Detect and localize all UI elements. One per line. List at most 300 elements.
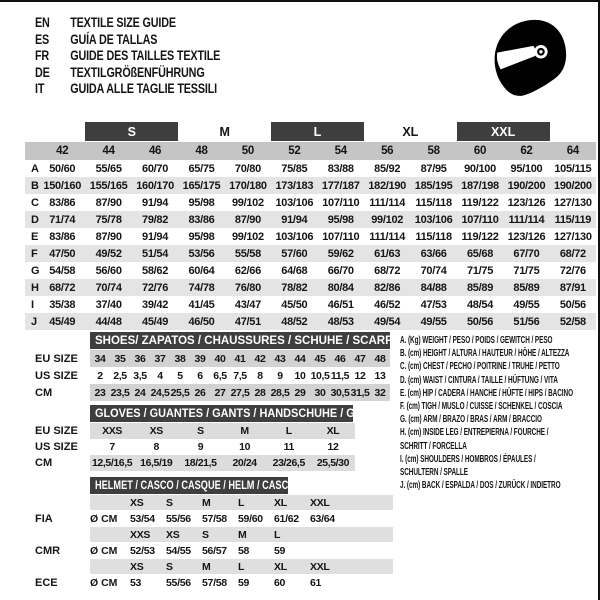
legend-line: I. (cm) SHOULDERS / HOMBROS / ÉPAULES / (400, 453, 536, 465)
helmet-cell: 59 (238, 576, 250, 589)
sub-cell: 24 (134, 386, 146, 399)
size-cell: 43/47 (234, 298, 261, 311)
size-cell: 95/98 (188, 196, 215, 209)
size-group-l: L (271, 122, 364, 141)
sub-row-us-size (0, 367, 398, 384)
size-cell: 83/88 (327, 162, 354, 175)
sub-cell: 11,5 (330, 369, 350, 382)
helmet-table-body (0, 495, 398, 591)
size-cell: 70/74 (420, 264, 447, 277)
size-cell: 187/198 (461, 179, 499, 192)
size-cell: 119/122 (461, 230, 499, 243)
helmet-size-header: M (202, 496, 211, 509)
sub-cell: 23/26,5 (272, 457, 305, 469)
sub-cell: XXS (102, 425, 122, 437)
row-letter: A (31, 162, 39, 175)
size-row-C (25, 194, 596, 211)
group-spacer (550, 122, 596, 141)
size-cell: 68/72 (559, 247, 586, 260)
language-code: EN (35, 15, 50, 30)
measurement-legend (400, 334, 592, 492)
size-cell: 45/49 (142, 315, 169, 328)
size-cell: 83/86 (188, 213, 215, 226)
size-cell: 80/84 (327, 281, 354, 294)
size-cell: 47/50 (49, 247, 76, 260)
size-column-header: 56 (381, 145, 394, 157)
helmet-cell: 55/56 (166, 512, 191, 525)
size-cell: 111/114 (369, 196, 406, 209)
size-cell: 83/86 (49, 196, 76, 209)
helmet-cell: 63/64 (310, 512, 335, 525)
helmet-cell: 53 (130, 576, 142, 589)
size-cell: 111/114 (508, 213, 545, 226)
size-cell: 62/66 (234, 264, 261, 277)
size-cell: 45/50 (281, 298, 308, 311)
helmet-cell: 54/55 (166, 544, 191, 557)
size-cell: 107/110 (322, 196, 360, 209)
size-cell: 78/82 (281, 281, 308, 294)
language-row (35, 81, 275, 98)
helmet-cell: 58 (238, 544, 250, 557)
sub-cell: 39 (194, 352, 206, 365)
size-cell: 55/58 (234, 247, 261, 260)
size-cell: 87/90 (95, 230, 122, 243)
size-cell: 46/50 (188, 315, 215, 328)
size-cell: 127/130 (554, 196, 592, 209)
helmet-size-header: XS (130, 496, 144, 509)
textile-size-table (0, 122, 600, 330)
size-cell: 103/106 (275, 230, 314, 243)
language-code: DE (35, 64, 50, 80)
helmet-size-band (90, 495, 393, 510)
language-header (35, 15, 275, 98)
gloves-table-title (90, 405, 389, 422)
sub-cell: 10,5 (310, 369, 330, 382)
gloves-table-title-text: GLOVES / GUANTES / GANTS / HANDSCHUHE / GUANTI (95, 407, 389, 420)
size-cell: 46/51 (327, 298, 354, 311)
size-column-header: 46 (148, 145, 162, 157)
size-cell: 87/95 (420, 162, 447, 175)
sub-row-cells (90, 423, 355, 439)
sub-cell: 8 (257, 369, 263, 382)
sub-row-eu-size (0, 350, 398, 367)
size-cell: 59/62 (327, 247, 354, 260)
size-cell: 182/190 (368, 179, 406, 192)
helmet-size-row-cmr (0, 527, 398, 542)
helmet-size-header: XXL (310, 496, 330, 509)
helmet-data-row-ece (0, 574, 398, 591)
sub-cell: 28,5 (270, 386, 290, 399)
helmet-cell: 56/57 (202, 544, 227, 557)
size-column-header: 62 (520, 145, 533, 157)
size-cell: 58/62 (142, 264, 169, 277)
size-column-header: 44 (102, 145, 115, 157)
helmet-unit-label: Ø CM (90, 576, 118, 589)
helmet-cell: 52/53 (130, 544, 155, 557)
helmet-table-title-text: HELMET / CASCO / CASQUE / HELM / CASCO (95, 479, 296, 492)
size-cell: 68/72 (49, 281, 76, 294)
sub-row-label: US SIZE (35, 369, 78, 382)
size-cell: 60/64 (188, 264, 215, 277)
sub-cell: 12 (327, 441, 339, 453)
sub-row-cells (90, 439, 355, 455)
helmet-size-header: S (166, 496, 173, 509)
language-row (35, 65, 275, 82)
size-row-A (25, 160, 596, 177)
helmet-size-band (90, 559, 393, 574)
size-cell: 87/90 (234, 213, 261, 226)
size-cell: 173/183 (275, 179, 314, 192)
size-group-xxl: XXL (457, 122, 550, 141)
size-cell: 155/165 (89, 179, 128, 192)
size-cell: 91/94 (142, 230, 169, 243)
sub-cell: XL (326, 425, 340, 437)
size-cell: 160/170 (136, 179, 174, 192)
row-letter: F (31, 247, 38, 260)
sub-row-cm (0, 455, 398, 471)
legend-line: C. (cm) CHEST / PECHO / POITRINE / TRUHE / PETTO (400, 361, 560, 373)
size-cell: 71/75 (466, 264, 494, 277)
size-column-header: 54 (334, 145, 347, 157)
legend-item-j (400, 479, 592, 492)
racing-helmet-icon (488, 14, 572, 108)
sub-cell: 30 (314, 386, 326, 399)
size-cell: 123/126 (507, 230, 546, 243)
size-cell: 55/65 (95, 162, 122, 175)
guide-title-fr: GUIDE DES TAILLES TEXTILE (70, 48, 221, 63)
size-cell: 50/56 (559, 298, 586, 311)
size-cell: 190/200 (507, 179, 546, 192)
size-cell: 123/126 (507, 196, 546, 209)
legend-line: H. (cm) INSIDE LEG / ENTREPIERNA / FOURCHE / (400, 427, 549, 439)
size-cell: 85/89 (466, 281, 494, 294)
size-cell: 49/52 (95, 247, 122, 260)
size-cell: 52/58 (559, 315, 586, 328)
legend-line: E. (cm) HIP / CADERA / HANCHE / HÜFTE / HIPS / BACINO (400, 387, 573, 399)
size-cell: 115/119 (554, 213, 592, 226)
shoes-table (0, 332, 401, 401)
size-cell: 49/55 (513, 298, 540, 311)
sub-cell: 6 (197, 369, 203, 382)
size-cell: 95/98 (327, 213, 354, 226)
sub-row-cells (90, 350, 390, 367)
sub-cell: 25,5 (170, 386, 190, 399)
size-cell: 35/38 (49, 298, 76, 311)
guide-title-es: GUÍA DE TALLAS (70, 31, 158, 47)
shoes-table-body (0, 350, 398, 401)
helmet-size-header: L (238, 496, 245, 509)
size-cell: 67/70 (513, 247, 540, 260)
size-cell: 56/60 (95, 264, 122, 277)
sub-cell: XS (149, 425, 163, 437)
helmet-size-row-ece (0, 559, 398, 574)
sub-row-cells (90, 455, 355, 471)
size-cell: 49/55 (420, 315, 447, 328)
size-cell: 51/54 (142, 247, 169, 260)
sub-cell: 30,5 (330, 386, 350, 399)
helmet-cell: 59 (274, 544, 286, 557)
helmet-unit-label: Ø CM (90, 544, 118, 557)
helmet-cell: 59/60 (238, 512, 263, 525)
sub-cell: 10 (294, 369, 306, 382)
size-cell: 91/94 (281, 213, 308, 226)
row-letter: E (31, 230, 39, 243)
size-cell: 66/70 (327, 264, 354, 277)
row-letter: D (31, 213, 39, 226)
size-cell: 53/56 (188, 247, 215, 260)
size-table-body (0, 160, 600, 330)
size-cell: 177/187 (321, 179, 360, 192)
helmet-data-cells (90, 574, 393, 591)
sub-cell: 11 (283, 441, 294, 453)
helmet-size-header: M (238, 528, 247, 541)
helmet-cell: 61 (310, 576, 322, 589)
size-cell: 54/58 (49, 264, 76, 277)
sub-cell: 16,5/19 (140, 457, 173, 469)
sub-cell: M (240, 425, 249, 437)
size-column-header: 58 (427, 145, 440, 157)
legend-line: D. (cm) WAIST / CINTURA / TAILLE / HÜFTUNG / VITA (400, 374, 558, 386)
sub-row-label: EU SIZE (35, 352, 78, 365)
size-cell: 70/74 (95, 281, 122, 294)
helmet-data-cells (90, 510, 393, 527)
language-code: FR (35, 48, 50, 63)
helmet-cell: 61/62 (274, 512, 299, 525)
size-cell: 103/106 (414, 213, 453, 226)
sub-row-eu-size (0, 423, 398, 439)
sub-cell: 6,5 (213, 369, 227, 382)
size-cell: 165/175 (182, 179, 221, 192)
size-cell: 150/160 (43, 179, 82, 192)
row-letter: J (31, 315, 38, 328)
size-cell: 76/80 (234, 281, 261, 294)
shoes-table-title (90, 332, 401, 349)
sub-cell: 23 (94, 386, 106, 399)
sub-row-label: CM (35, 457, 53, 469)
size-cell: 48/54 (466, 298, 494, 311)
legend-line: F. (cm) TIGH / MUSLO / CUISSE / SCHENKEL / COSCIA (400, 401, 563, 413)
size-cell: 79/82 (142, 213, 169, 226)
helmet-size-header: S (166, 560, 173, 573)
group-spacer (39, 122, 85, 141)
helmet-standard-label: ECE (35, 576, 58, 589)
sub-cell: 9 (197, 441, 204, 453)
helmet-size-header: XL (274, 496, 287, 509)
sub-row-label: US SIZE (35, 441, 78, 453)
size-group-s: S (85, 122, 178, 141)
sub-cell: 9 (277, 369, 283, 382)
sub-cell: 34 (94, 352, 106, 365)
size-cell: 185/195 (414, 179, 453, 192)
legend-item-e (400, 387, 592, 400)
size-cell: 48/52 (281, 315, 308, 328)
sub-row-cells (90, 367, 390, 384)
legend-item-g (400, 413, 592, 426)
size-cell: 99/102 (371, 213, 404, 226)
helmet-size-header: XL (274, 560, 287, 573)
size-cell: 48/53 (327, 315, 354, 328)
helmet-data-row-cmr (0, 542, 398, 559)
helmet-size-header: L (274, 528, 281, 541)
sub-cell: 12,5/16,5 (91, 457, 133, 469)
size-cell: 127/130 (554, 230, 592, 243)
size-cell: 72/76 (142, 281, 169, 294)
size-column-header: 64 (566, 145, 579, 157)
guide-title-de: TEXTILGRÖßENFÜHRUNG (70, 64, 205, 80)
helmet-standard-label: FIA (35, 512, 53, 525)
helmet-cell: 60 (274, 576, 286, 589)
sub-row-cells (90, 384, 390, 401)
size-cell: 119/122 (461, 196, 499, 209)
size-cell: 83/86 (49, 230, 76, 243)
size-cell: 41/45 (188, 298, 215, 311)
size-row-D (25, 211, 596, 228)
sub-cell: 2 (97, 369, 103, 382)
size-row-E (25, 228, 596, 245)
size-cell: 90/100 (464, 162, 496, 175)
row-letter: H (31, 281, 39, 294)
sub-cell: 44 (294, 352, 306, 365)
size-cell: 45/49 (49, 315, 76, 328)
language-row (35, 48, 275, 65)
sub-cell: 28 (254, 386, 266, 399)
shoes-table-title-text: SHOES/ ZAPATOS / CHAUSSURES / SCHUHE / SCARPE (95, 334, 401, 347)
legend-item-a (400, 334, 592, 347)
sub-cell: 48 (374, 352, 386, 365)
size-column-header: 60 (473, 145, 487, 157)
sub-row-cm (0, 384, 398, 401)
size-cell: 60/70 (142, 162, 169, 175)
helmet-cell: 53/54 (130, 512, 155, 525)
size-cell: 105/115 (554, 162, 592, 175)
sub-cell: 29 (294, 386, 306, 399)
size-cell: 99/102 (231, 196, 264, 209)
sub-cell: 7,5 (233, 369, 247, 382)
sub-row-label: EU SIZE (35, 425, 78, 437)
size-row-B (25, 177, 596, 194)
size-column-header: 50 (241, 145, 254, 157)
helmet-cell: 57/58 (202, 576, 227, 589)
legend-line: G. (cm) ARM / BRAZO / BRAS / ARM / BRACCIO (400, 414, 542, 426)
legend-item-c (400, 360, 592, 373)
size-cell: 107/110 (461, 213, 499, 226)
sub-row-label: CM (35, 386, 53, 399)
sub-cell: 25,5/30 (316, 457, 350, 469)
helmet-unit-label: Ø CM (90, 512, 118, 525)
helmet-standard-label: CMR (35, 544, 61, 557)
gloves-table (0, 405, 398, 471)
sub-cell: 35 (114, 352, 126, 365)
size-cell: 71/75 (513, 264, 540, 277)
sub-cell: 37 (154, 352, 166, 365)
size-cell: 68/72 (374, 264, 401, 277)
sub-cell: 4 (157, 369, 163, 382)
sub-cell: 8 (153, 441, 159, 453)
language-row (35, 15, 275, 32)
size-cell: 115/118 (415, 230, 452, 243)
language-code: ES (35, 31, 50, 47)
size-cell: 44/48 (95, 315, 122, 328)
size-group-m: M (219, 124, 230, 139)
guide-title-en: TEXTILE SIZE GUIDE (70, 15, 176, 30)
size-cell: 87/91 (559, 281, 586, 294)
size-cell: 111/114 (369, 230, 406, 243)
size-group-xl: XL (402, 124, 419, 139)
sub-cell: 12 (354, 369, 366, 382)
size-cell: 99/102 (231, 230, 264, 243)
sub-cell: 3,5 (133, 369, 147, 382)
size-row-J (25, 313, 596, 330)
size-cell: 46/52 (374, 298, 401, 311)
sub-cell: 38 (174, 352, 186, 365)
size-cell: 115/118 (415, 196, 452, 209)
row-letter: C (31, 196, 39, 209)
row-letter: G (31, 264, 40, 277)
size-group-row (39, 122, 596, 141)
row-letter: B (31, 179, 39, 192)
size-cell: 170/180 (229, 179, 267, 192)
size-cell: 75/78 (95, 213, 122, 226)
sub-cell: 18/21,5 (184, 457, 217, 469)
guide-title-it: GUIDA ALLE TAGLIE TESSILI (70, 81, 217, 96)
sub-cell: 27,5 (230, 386, 250, 399)
row-letter: I (31, 298, 35, 311)
sub-cell: 47 (354, 352, 366, 365)
size-cell: 71/74 (49, 213, 76, 226)
size-cell: 91/94 (142, 196, 169, 209)
helmet-size-header: L (238, 560, 245, 573)
sub-cell: 2,5 (113, 369, 127, 382)
size-cell: 65/68 (466, 247, 494, 260)
size-cell: 75/85 (281, 162, 308, 175)
sub-cell: 41 (234, 352, 246, 365)
size-column-header-row (25, 142, 596, 160)
helmet-size-header: XS (130, 560, 144, 573)
size-cell: 50/60 (49, 162, 76, 175)
sub-cell: 24,5 (150, 386, 170, 399)
sub-cell: 10 (239, 441, 251, 453)
sub-cell: 20/24 (232, 457, 257, 469)
legend-item-d (400, 374, 592, 387)
gloves-table-body (0, 423, 398, 471)
helmet-size-header: XS (166, 528, 180, 541)
size-cell: 95/100 (510, 162, 543, 175)
legend-item-h (400, 426, 592, 452)
helmet-size-row-fia (0, 495, 398, 510)
sub-cell: 13 (374, 369, 386, 382)
helmet-data-cells (90, 542, 393, 559)
size-cell: 49/54 (374, 315, 401, 328)
size-cell: 63/66 (420, 247, 447, 260)
size-cell: 51/56 (513, 315, 540, 328)
helmet-size-header: XXS (130, 528, 151, 541)
sub-cell: 5 (177, 369, 183, 382)
sub-cell: 46 (334, 352, 346, 365)
helmet-size-header: S (202, 528, 209, 541)
helmet-table (0, 477, 398, 591)
size-cell: 64/68 (281, 264, 308, 277)
legend-item-f (400, 400, 592, 413)
size-row-H (25, 279, 596, 296)
sub-cell: 43 (274, 352, 286, 365)
size-row-I (25, 296, 596, 313)
legend-line: SCHRITT / FORCELLA (400, 440, 467, 452)
sub-cell: 27 (214, 386, 226, 399)
helmet-size-header: M (202, 560, 211, 573)
legend-item-b (400, 347, 592, 360)
size-cell: 70/80 (234, 162, 261, 175)
sub-cell: S (197, 425, 204, 437)
